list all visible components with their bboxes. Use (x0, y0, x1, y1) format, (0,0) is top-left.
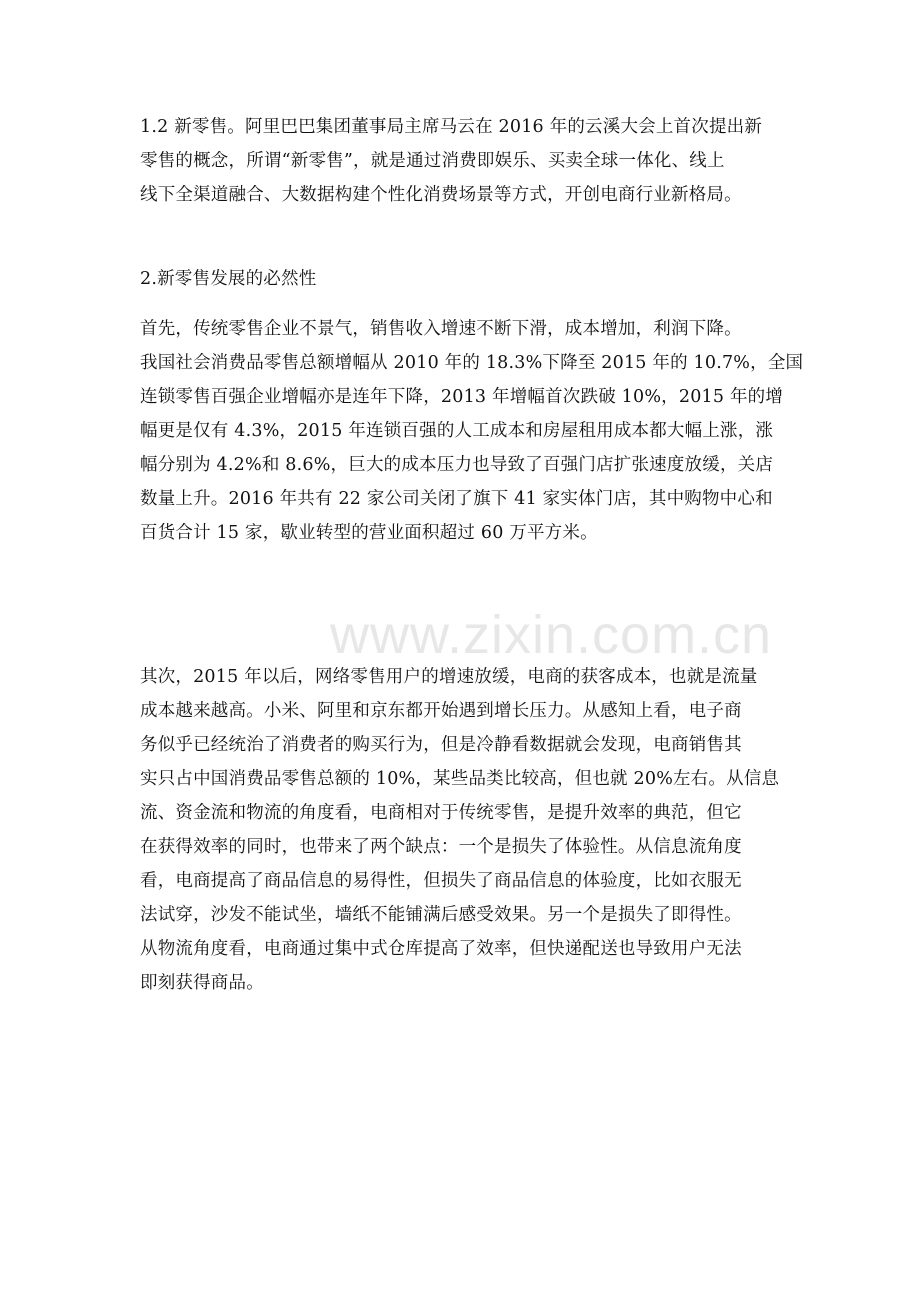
paragraph-new-retail-definition (140, 110, 780, 212)
text-line: 即刻获得商品。 (140, 973, 264, 993)
text-line: 流、资金流和物流的角度看，电商相对于传统零售，是提升效率的典范，但它 (140, 803, 742, 823)
text-line: 1.2 新零售。阿里巴巴集团董事局主席马云在 2016 年的云溪大会上首次提出新 (140, 117, 763, 137)
text-line: 其次，2015 年以后，网络零售用户的增速放缓，电商的获客成本，也就是流量 (140, 667, 758, 687)
watermark: www.zixin.com.cn (330, 605, 773, 665)
text-line: 从物流角度看，电商通过集中式仓库提高了效率，但快递配送也导致用户无法 (140, 939, 742, 959)
section-heading (140, 262, 780, 296)
text-line: 幅更是仅有 4.3%，2015 年连锁百强的人工成本和房屋租用成本都大幅上涨，涨 (140, 421, 774, 441)
text-line: 数量上升。2016 年共有 22 家公司关闭了旗下 41 家实体门店，其中购物中心和 (140, 489, 773, 509)
paragraph-second-reason (140, 660, 780, 1000)
text-line: 实只占中国消费品零售总额的 10%，某些品类比较高，但也就 20%左右。从信息 (140, 769, 780, 789)
text-line: 幅分别为 4.2%和 8.6%，巨大的成本压力也导致了百强门店扩张速度放缓，关店 (140, 455, 774, 475)
text-line: 在获得效率的同时，也带来了两个缺点：一个是损失了体验性。从信息流角度 (140, 837, 742, 857)
text-line: 务似乎已经统治了消费者的购买行为，但是冷静看数据就会发现，电商销售其 (140, 735, 742, 755)
text-line: 百货合计 15 家，歇业转型的营业面积超过 60 万平方米。 (140, 523, 598, 543)
text-line: 看，电商提高了商品信息的易得性，但损失了商品信息的体验度，比如衣服无 (140, 871, 742, 891)
text-line: 我国社会消费品零售总额增幅从 2010 年的 18.3%下降至 2015 年的 10.7%，全国 (140, 353, 804, 373)
text-line: 线下全渠道融合、大数据构建个性化消费场景等方式，开创电商行业新格局。 (140, 185, 742, 205)
text-line: 法试穿，沙发不能试坐，墙纸不能铺满后感受效果。另一个是损失了即得性。 (140, 905, 742, 925)
text-line: 成本越来越高。小米、阿里和京东都开始遇到增长压力。从感知上看，电子商 (140, 701, 742, 721)
paragraph-first-reason (140, 312, 804, 550)
text-line: 首先，传统零售企业不景气，销售收入增速不断下滑，成本增加，利润下降。 (140, 319, 742, 339)
text-line: 零售的概念，所谓“新零售”，就是通过消费即娱乐、买卖全球一体化、线上 (140, 151, 725, 171)
section-heading-text: 2.新零售发展的必然性 (140, 269, 317, 289)
text-line: 连锁零售百强企业增幅亦是连年下降，2013 年增幅首次跌破 10%，2015 年的增 (140, 387, 784, 407)
